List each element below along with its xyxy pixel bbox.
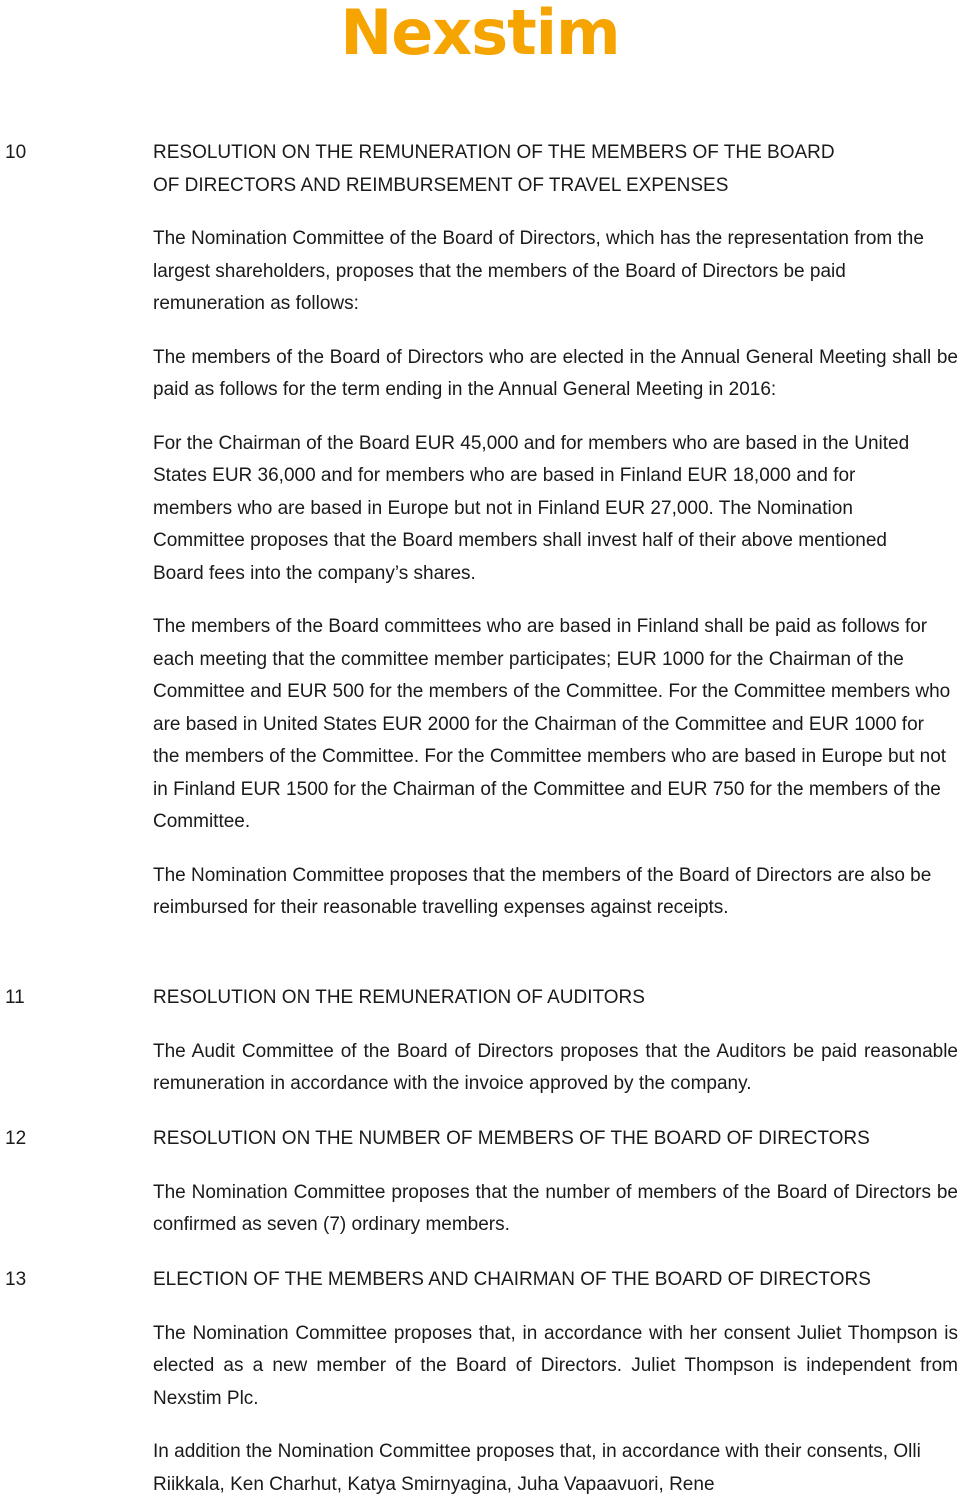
paragraph: The Nomination Committee of the Board of Directors, which has the representation from the largest shareholders, proposes that the members of the Board of Directors be paid remuneration as follows: [153, 228, 924, 314]
logo-wordmark: Nexstim [340, 2, 620, 62]
nexstim-logo [315, 2, 645, 62]
section-number: 13 [5, 1269, 27, 1290]
section-number: 12 [5, 1128, 27, 1149]
nexstim-logo-mark [315, 2, 645, 62]
paragraph: The Nomination Committee proposes that the number of members of the Board of Directors be confirmed as seven (7) ordinary members. [153, 1181, 958, 1235]
paragraph: The members of the Board of Directors who are elected in the Annual General Meeting shall be paid as follows for the term ending in the Annual General Meeting in 2016: [153, 346, 958, 400]
paragraph: The Nomination Committee proposes that, in accordance with her consent Juliet Thompson is elected as a new member of the Board of Directors. Juliet Thompson is independent from Nexstim Plc. [153, 1322, 958, 1409]
section-body [153, 982, 958, 1101]
section-heading: RESOLUTION ON THE NUMBER OF MEMBERS OF THE BOARD OF DIRECTORS [153, 1128, 870, 1149]
section-body [153, 137, 958, 925]
paragraph: The Nomination Committee proposes that the members of the Board of Directors are also be reimbursed for their reasonable travelling expenses against receipts. [153, 864, 932, 918]
paragraph: In addition the Nomination Committee proposes that, in accordance with their consents, Olli Riikkala, Ken Charhut, Katya Smirnyagina, Juha Vapaavuori, Rene [153, 1441, 921, 1495]
section-number: 11 [5, 987, 25, 1008]
section-heading: RESOLUTION ON THE REMUNERATION OF AUDITORS [153, 987, 645, 1008]
section-body [153, 1123, 958, 1242]
section-heading: RESOLUTION ON THE REMUNERATION OF THE MEMBERS OF THE BOARD OF DIRECTORS AND REIMBURSEMENT OF TRAVEL EXPENSES [153, 142, 835, 196]
paragraph: The members of the Board committees who are based in Finland shall be paid as follows for each meeting that the committee member participates; EUR 1000 for the Chairman of the Committee and EUR 500 for the members of the Committee. For the Committee members who are based in United States EUR 2000 for the Chairman of the Committee and EUR 1000 for the members of the Committee. For the Committee members who are based in Europe but not in Finland EUR 1500 for the Chairman of the Committee and EUR 750 for the members of the Committee. [153, 616, 951, 832]
paragraph: For the Chairman of the Board EUR 45,000 and for members who are based in the United States EUR 36,000 and for members who are based in Finland EUR 18,000 and for members who are based in Europe but not in Finland EUR 27,000. The Nomination Committee proposes that the Board members shall invest half of their above mentioned Board fees into the company’s shares. [153, 432, 910, 584]
section-heading: ELECTION OF THE MEMBERS AND CHAIRMAN OF THE BOARD OF DIRECTORS [153, 1269, 871, 1290]
section-number: 10 [5, 142, 27, 163]
paragraph: The Audit Committee of the Board of Directors proposes that the Auditors be paid reasonable remuneration in accordance with the invoice approved by the company. [153, 1040, 958, 1094]
section-body [153, 1264, 958, 1501]
